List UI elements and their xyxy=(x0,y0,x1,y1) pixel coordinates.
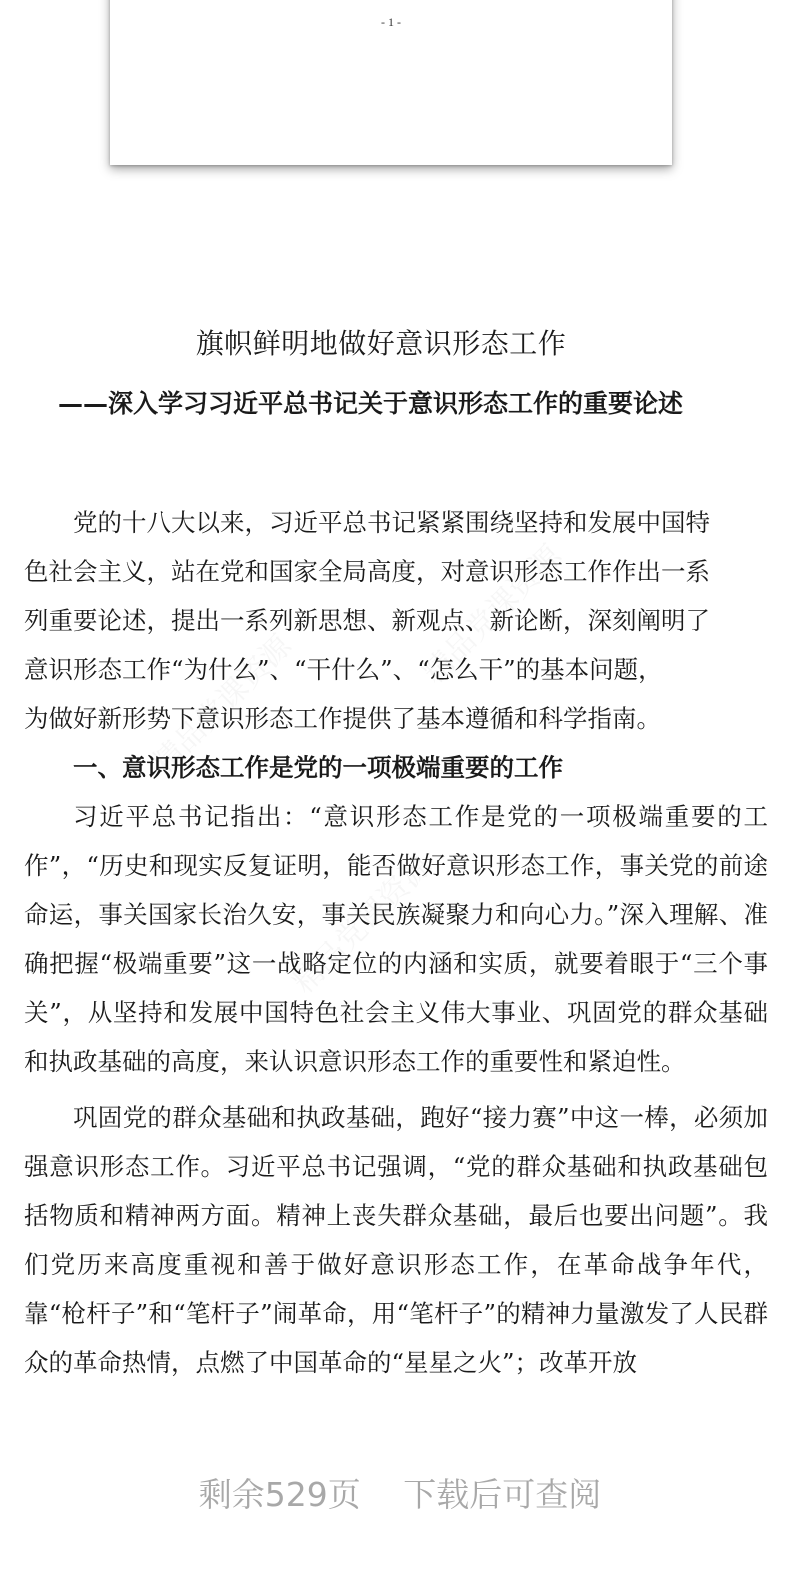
intro-line: 意识形态工作“为什么”、“干什么”、“怎么干”的基本问题， xyxy=(24,655,663,684)
watermark-text: 精品党课资源 xyxy=(416,538,569,691)
watermark-text: 精品党课资源 xyxy=(146,628,299,781)
download-prompt-bar[interactable] xyxy=(0,1460,800,1530)
body-paragraph: 习近平总书记指出：“意识形态工作是党的一项极端重要的工作”，“历史和现实反复证明，能否做好意识形态工作，事关党的前途命运，事关国家长治久安，事关民族凝聚力和向心力。”深入理解、准确把握“极端重要”这一战略定位的内涵和实质，就要着眼于“三个事关”，从坚持和发展中国特色社会主义伟大事业、巩固党的群众基础和执政基础的高度，来认识意识形态工作的重要性和紧迫性。 xyxy=(24,802,768,1076)
remaining-pages-label: 剩余529页 xyxy=(198,1475,361,1514)
document-subtitle: ——深入学习习近平总书记关于意识形态工作的重要论述 xyxy=(58,389,684,418)
intro-paragraph xyxy=(24,498,768,743)
intro-line: 为做好新形势下意识形态工作提供了基本遵循和科学指南。 xyxy=(24,704,661,733)
section-heading: 一、意识形态工作是党的一项极端重要的工作 xyxy=(73,753,563,782)
intro-line: 列重要论述，提出一系列新思想、新观点、新论断，深刻阐明了 xyxy=(24,606,710,635)
watermark-text: 精品党课资源 xyxy=(286,848,439,1001)
download-prompt-label[interactable]: 下载后可查阅 xyxy=(403,1475,602,1514)
intro-line: 党的十八大以来，习近平总书记紧紧围绕坚持和发展中国特 xyxy=(73,508,710,537)
previous-page-sheet xyxy=(110,0,672,165)
body-paragraph: 巩固党的群众基础和执政基础，跑好“接力赛”中这一棒，必须加强意识形态工作。习近平总书记强调，“党的群众基础和执政基础包括物质和精神两方面。精神上丧失群众基础，最后也要出问题”。我们党历来高度重视和善于做好意识形态工作，在革命战争年代，靠“枪杆子”和“笔杆子”闹革命，用“笔杆子”的精神力量激发了人民群众的革命热情，点燃了中国革命的“星星之火”；改革开放 xyxy=(24,1103,768,1377)
document-body xyxy=(24,498,768,1387)
intro-line: 色社会主义，站在党和国家全局高度，对意识形态工作作出一系 xyxy=(24,557,710,586)
page-number: - 1 - xyxy=(381,15,401,29)
document-title: 旗帜鲜明地做好意识形态工作 xyxy=(195,327,567,360)
